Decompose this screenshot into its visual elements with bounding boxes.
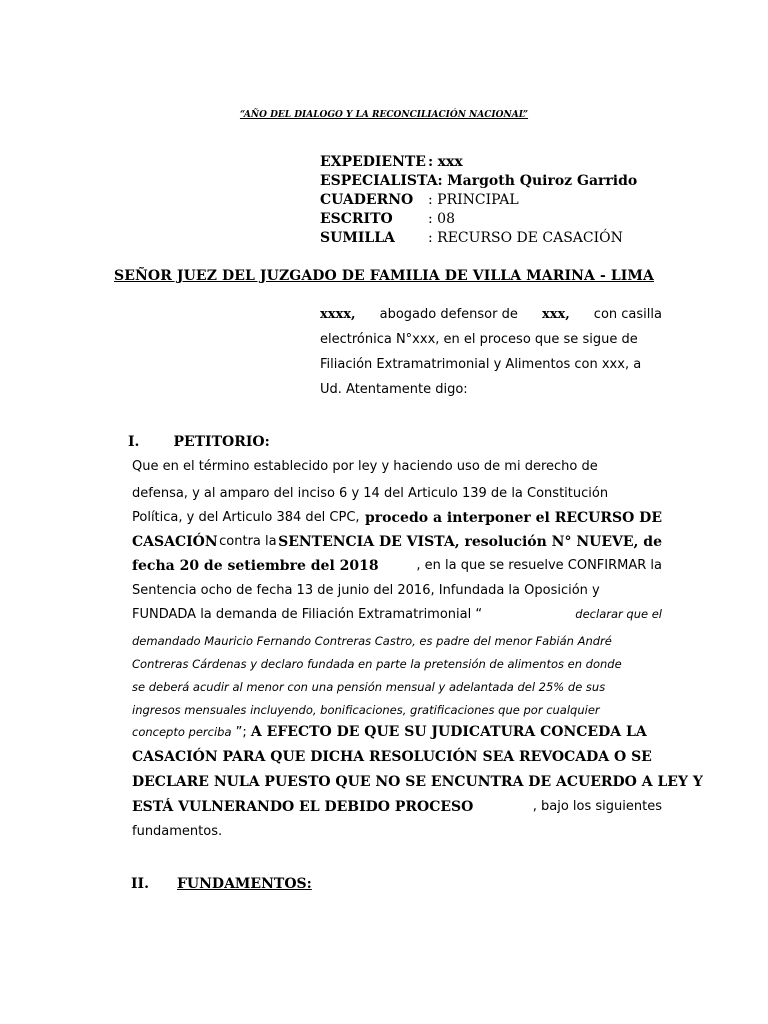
header-row-cuaderno bbox=[320, 191, 519, 210]
body-line: concepto perciba ”; A EFECTO DE QUE SU JUDICATURA CONCEDA LA bbox=[132, 724, 647, 740]
section-heading-fundamentos bbox=[131, 876, 312, 892]
intro-line: Ud. Atentamente digo: bbox=[320, 382, 468, 397]
body-line: DECLARE NULA PUESTO QUE NO SE ENCUNTRA DE ACUERDO A LEY Y bbox=[132, 774, 703, 790]
addressee: SEÑOR JUEZ DEL JUZGADO DE FAMILIA DE VILLA MARINA - LIMA bbox=[114, 268, 654, 284]
body-line: Contreras Cárdenas y declaro fundada en parte la pretensión de alimentos en donde bbox=[132, 657, 622, 671]
section-number: II. bbox=[131, 876, 149, 892]
body-line: Sentencia ocho de fecha 13 de junio del 2016, Infundada la Oposición y bbox=[132, 583, 600, 598]
body-line: demandado Mauricio Fernando Contreras Castro, es padre del menor Fabián André bbox=[132, 634, 612, 648]
body-line: FUNDADA la demanda de Filiación Extramatrimonial “ declarar que el bbox=[132, 607, 662, 622]
body-line: ESTÁ VULNERANDO EL DEBIDO PROCESO , bajo los siguientes bbox=[132, 799, 662, 815]
intro-line: xxxx, abogado defensor de xxx, con casilla bbox=[320, 307, 662, 322]
intro-paragraph bbox=[320, 307, 662, 397]
header-label: SUMILLA bbox=[320, 230, 395, 246]
header-value: RECURSO DE CASACIÓN bbox=[437, 230, 623, 246]
body-line: Política, y del Articulo 384 del CPC, procedo a interponer el RECURSO DE bbox=[132, 510, 662, 526]
body-line: defensa, y al amparo del inciso 6 y 14 del Articulo 139 de la Constitución bbox=[132, 486, 609, 501]
body-line: se deberá acudir al menor con una pensión mensual y adelantada del 25% de sus bbox=[132, 680, 606, 694]
header-value: Margoth Quiroz Garrido bbox=[447, 173, 638, 189]
header-sep: : bbox=[428, 192, 433, 208]
document-motto: “AÑO DEL DIALOGO Y LA RECONCILIACIÓN NACIONAL” bbox=[239, 110, 529, 120]
header-label: CUADERNO bbox=[320, 192, 414, 208]
header-label: ESCRITO bbox=[320, 211, 393, 227]
header-value: xxx bbox=[437, 154, 463, 170]
section-title: FUNDAMENTOS: bbox=[176, 876, 312, 892]
petitorio-paragraph bbox=[132, 459, 703, 849]
header-value: 08 bbox=[437, 211, 455, 227]
body-line: fundamentos. bbox=[132, 824, 223, 839]
body-line: Que en el término establecido por ley y haciendo uso de mi derecho de bbox=[132, 459, 598, 474]
header-label: EXPEDIENTE bbox=[320, 154, 426, 170]
header-row-expediente bbox=[320, 153, 463, 172]
header-row-escrito bbox=[320, 210, 455, 229]
header-sep: : bbox=[428, 230, 433, 246]
body-line: CASACIÓN PARA QUE DICHA RESOLUCIÓN SEA REVOCADA O SE bbox=[132, 749, 652, 765]
header-sep: : bbox=[428, 154, 434, 170]
body-line: CASACIÓN contra la SENTENCIA DE VISTA, resolución N° NUEVE, de bbox=[132, 534, 662, 550]
section-heading-petitorio bbox=[128, 434, 270, 450]
section-title: PETITORIO: bbox=[173, 434, 270, 450]
body-line: fecha 20 de setiembre del 2018 , en la que se resuelve CONFIRMAR la bbox=[132, 558, 662, 574]
header-row-especialista bbox=[320, 172, 637, 191]
header-sep: : bbox=[428, 211, 433, 227]
section-number: I. bbox=[128, 434, 140, 450]
intro-line: Filiación Extramatrimonial y Alimentos con xxx, a bbox=[320, 357, 642, 372]
header-label: ESPECIALISTA: bbox=[320, 173, 443, 189]
header-row-sumilla bbox=[320, 229, 623, 248]
header-value: PRINCIPAL bbox=[437, 192, 519, 208]
intro-line: electrónica N°xxx, en el proceso que se sigue de bbox=[320, 332, 638, 347]
body-line: ingresos mensuales incluyendo, bonificaciones, gratificaciones que por cualquier bbox=[132, 703, 600, 717]
